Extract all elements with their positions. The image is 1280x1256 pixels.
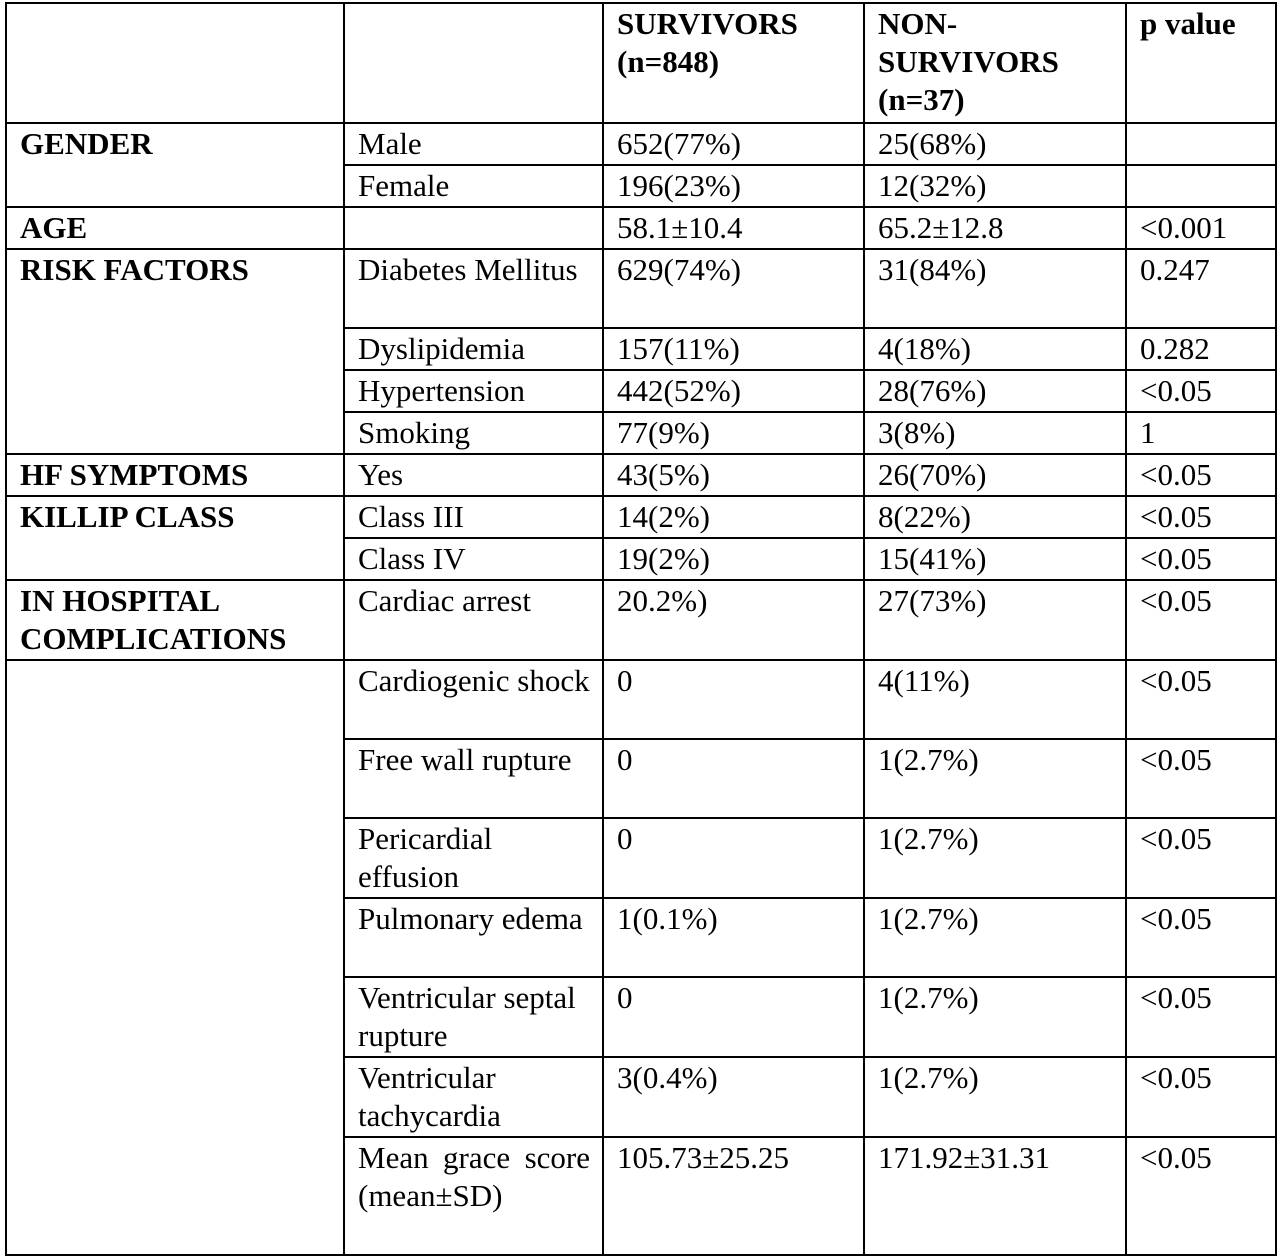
non-survivors-value: 4(18%) [864,328,1126,370]
p-value: <0.05 [1126,977,1276,1057]
p-value: <0.05 [1126,739,1276,818]
p-value: <0.05 [1126,370,1276,412]
non-survivors-value: 1(2.7%) [864,818,1126,898]
row-label: Diabetes Mellitus [344,249,603,328]
non-survivors-value: 1(2.7%) [864,739,1126,818]
non-survivors-value: 8(22%) [864,496,1126,538]
survivors-value: 157(11%) [603,328,864,370]
non-survivors-value: 1(2.7%) [864,1057,1126,1137]
survivors-value: 442(52%) [603,370,864,412]
non-survivors-value: 31(84%) [864,249,1126,328]
row-label: Class III [344,496,603,538]
row-label: Ventricular tachycardia [344,1057,603,1137]
p-value [1126,165,1276,207]
non-survivors-value: 27(73%) [864,580,1126,660]
p-value [1126,123,1276,165]
non-survivors-value: 65.2±12.8 [864,207,1126,249]
row-label: Mean grace score (mean±SD) [344,1137,603,1255]
survivors-value: 58.1±10.4 [603,207,864,249]
p-value: <0.001 [1126,207,1276,249]
row-label: Pulmonary edema [344,898,603,977]
header-empty-cell [344,3,603,123]
p-value: <0.05 [1126,818,1276,898]
non-survivors-value: 3(8%) [864,412,1126,454]
row-label: Free wall rupture [344,739,603,818]
row-label: Male [344,123,603,165]
survivors-value: 629(74%) [603,249,864,328]
non-survivors-value: 1(2.7%) [864,898,1126,977]
survivors-value: 1(0.1%) [603,898,864,977]
row-label: Ventricular septal rupture [344,977,603,1057]
group-killip-class: KILLIP CLASS [6,496,344,580]
survivors-value: 0 [603,660,864,739]
row-label: Class IV [344,538,603,580]
group-gender: GENDER [6,123,344,207]
non-survivors-value: 25(68%) [864,123,1126,165]
row-label: Hypertension [344,370,603,412]
p-value: 0.282 [1126,328,1276,370]
group-in-hospital-complications: IN HOSPITAL COMPLICATIONS [6,580,344,660]
p-value: 1 [1126,412,1276,454]
p-value: <0.05 [1126,454,1276,496]
row-label: Smoking [344,412,603,454]
survivors-value: 652(77%) [603,123,864,165]
p-value: <0.05 [1126,580,1276,660]
non-survivors-value: 1(2.7%) [864,977,1126,1057]
survivors-value: 3(0.4%) [603,1057,864,1137]
survivors-value: 14(2%) [603,496,864,538]
row-label: Yes [344,454,603,496]
table-row [6,207,1276,249]
survivors-value: 19(2%) [603,538,864,580]
survivors-value: 20.2%) [603,580,864,660]
complications-blank-cell [6,660,344,1255]
table-row [6,123,1276,165]
table-row [6,249,1276,328]
survivors-value: 105.73±25.25 [603,1137,864,1255]
row-label: Female [344,165,603,207]
row-label: Pericardial effusion [344,818,603,898]
group-age: AGE [6,207,344,249]
p-value: <0.05 [1126,1057,1276,1137]
survivors-value: 0 [603,818,864,898]
table-row [6,496,1276,538]
row-label: Dyslipidemia [344,328,603,370]
row-label [344,207,603,249]
survivors-value: 43(5%) [603,454,864,496]
group-risk-factors: RISK FACTORS [6,249,344,454]
header-p-value: p value [1126,3,1276,123]
table-row [6,580,1276,660]
survivors-value: 0 [603,977,864,1057]
row-label: Cardiac arrest [344,580,603,660]
p-value: 0.247 [1126,249,1276,328]
non-survivors-value: 26(70%) [864,454,1126,496]
survivors-value: 0 [603,739,864,818]
non-survivors-value: 12(32%) [864,165,1126,207]
non-survivors-value: 171.92±31.31 [864,1137,1126,1255]
survivors-value: 77(9%) [603,412,864,454]
header-row [6,3,1276,123]
group-hf-symptoms: HF SYMPTOMS [6,454,344,496]
table-row [6,454,1276,496]
header-non-survivors: NON-SURVIVORS (n=37) [864,3,1126,123]
p-value: <0.05 [1126,898,1276,977]
p-value: <0.05 [1126,660,1276,739]
non-survivors-value: 15(41%) [864,538,1126,580]
p-value: <0.05 [1126,1137,1276,1255]
table-row [6,660,1276,739]
non-survivors-value: 4(11%) [864,660,1126,739]
outcomes-table [5,2,1277,1256]
header-empty-cell [6,3,344,123]
non-survivors-value: 28(76%) [864,370,1126,412]
row-label: Cardiogenic shock [344,660,603,739]
p-value: <0.05 [1126,538,1276,580]
header-survivors: SURVIVORS (n=848) [603,3,864,123]
p-value: <0.05 [1126,496,1276,538]
survivors-value: 196(23%) [603,165,864,207]
